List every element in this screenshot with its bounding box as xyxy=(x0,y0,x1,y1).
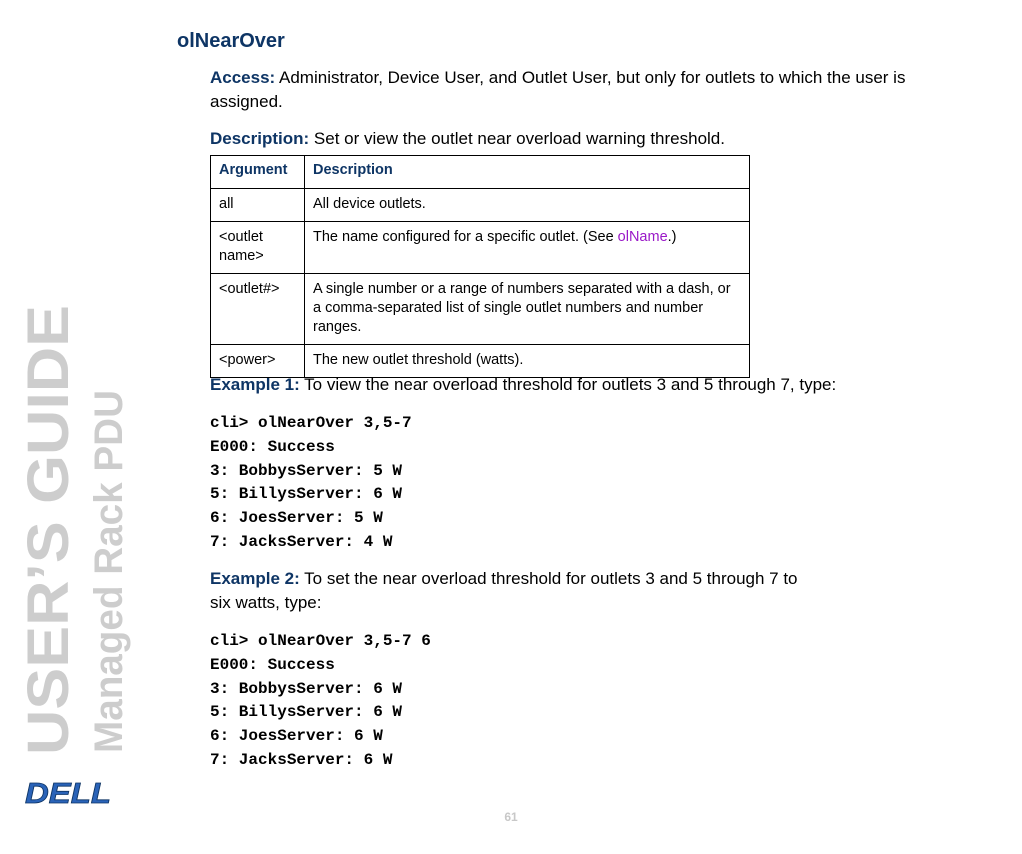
sidebar-title xyxy=(14,305,81,755)
sidebar-title-sub: Managed Rack PDU xyxy=(87,377,131,753)
sidebar-title-main: USER’S GUIDE xyxy=(16,339,81,755)
description-text: Set or view the outlet near overload warning threshold. xyxy=(309,129,725,148)
code-line: 3: BobbysServer: 5 W xyxy=(210,461,403,480)
sidebar-title-graphic xyxy=(14,305,81,755)
code-line: 7: JacksServer: 4 W xyxy=(210,532,393,551)
table-cell-argument: all xyxy=(211,189,305,222)
access-text: Administrator, Device User, and Outlet User, but only for outlets to which the user is assigned. xyxy=(210,68,906,111)
example1-code-block xyxy=(210,412,412,555)
arguments-table xyxy=(210,155,750,378)
example2-paragraph xyxy=(210,567,910,615)
desc-text-pre: The name configured for a specific outlet. (See xyxy=(313,229,618,245)
table-row xyxy=(211,189,750,222)
code-line: cli> olNearOver 3,5-7 xyxy=(210,414,412,432)
example1-text: To view the near overload threshold for outlets 3 and 5 through 7, type: xyxy=(299,375,837,394)
example2-text-line2: six watts, type: xyxy=(210,593,322,612)
dell-logo xyxy=(24,778,112,811)
code-line: 6: JoesServer: 6 W xyxy=(210,727,383,746)
description-paragraph xyxy=(210,127,910,151)
sidebar-subtitle xyxy=(82,377,131,753)
table-cell-description xyxy=(305,222,750,274)
example1-paragraph xyxy=(210,373,910,397)
code-line: E000: Success xyxy=(210,655,335,674)
code-line: 5: BillysServer: 6 W xyxy=(210,703,403,722)
code-line: 5: BillysServer: 6 W xyxy=(210,485,403,504)
code-line: cli> olNearOver 3,5-7 6 xyxy=(210,632,431,650)
table-cell-description: A single number or a range of numbers separated with a dash, or a comma-separated list of single outlet numbers and number ranges. xyxy=(305,274,750,345)
table-cell-argument: <outlet name> xyxy=(211,222,305,274)
table-cell-description: All device outlets. xyxy=(305,189,750,222)
table-header-argument: Argument xyxy=(211,156,305,189)
example1-label: Example 1: xyxy=(210,375,300,394)
table-row xyxy=(211,222,750,274)
table-header-description: Description xyxy=(305,156,750,189)
description-label: Description: xyxy=(210,129,310,148)
sidebar-subtitle-graphic xyxy=(82,377,131,753)
example2-text-line1: To set the near overload threshold for outlets 3 and 5 through 7 to xyxy=(299,569,798,588)
dell-logo-icon xyxy=(24,778,112,810)
code-line: E000: Success xyxy=(210,437,335,456)
page-heading: olNearOver xyxy=(177,30,285,52)
code-line: 3: BobbysServer: 6 W xyxy=(210,679,403,698)
dell-logo-text: DELL xyxy=(25,778,111,810)
code-line: 6: JoesServer: 5 W xyxy=(210,509,383,528)
example2-code-block xyxy=(210,630,431,773)
table-cell-description: The new outlet threshold (watts). xyxy=(305,345,750,378)
code-line: 7: JacksServer: 6 W xyxy=(210,750,393,769)
desc-text-post: .) xyxy=(667,229,677,245)
access-paragraph xyxy=(210,66,910,114)
olname-link[interactable]: olName xyxy=(617,229,668,245)
table-header-row xyxy=(211,156,750,189)
table-cell-argument: <outlet#> xyxy=(211,274,305,345)
access-label: Access: xyxy=(210,68,276,87)
page-number: 61 xyxy=(504,810,518,824)
table-cell-argument: <power> xyxy=(211,345,305,378)
example2-label: Example 2: xyxy=(210,569,300,588)
table-row xyxy=(211,274,750,345)
